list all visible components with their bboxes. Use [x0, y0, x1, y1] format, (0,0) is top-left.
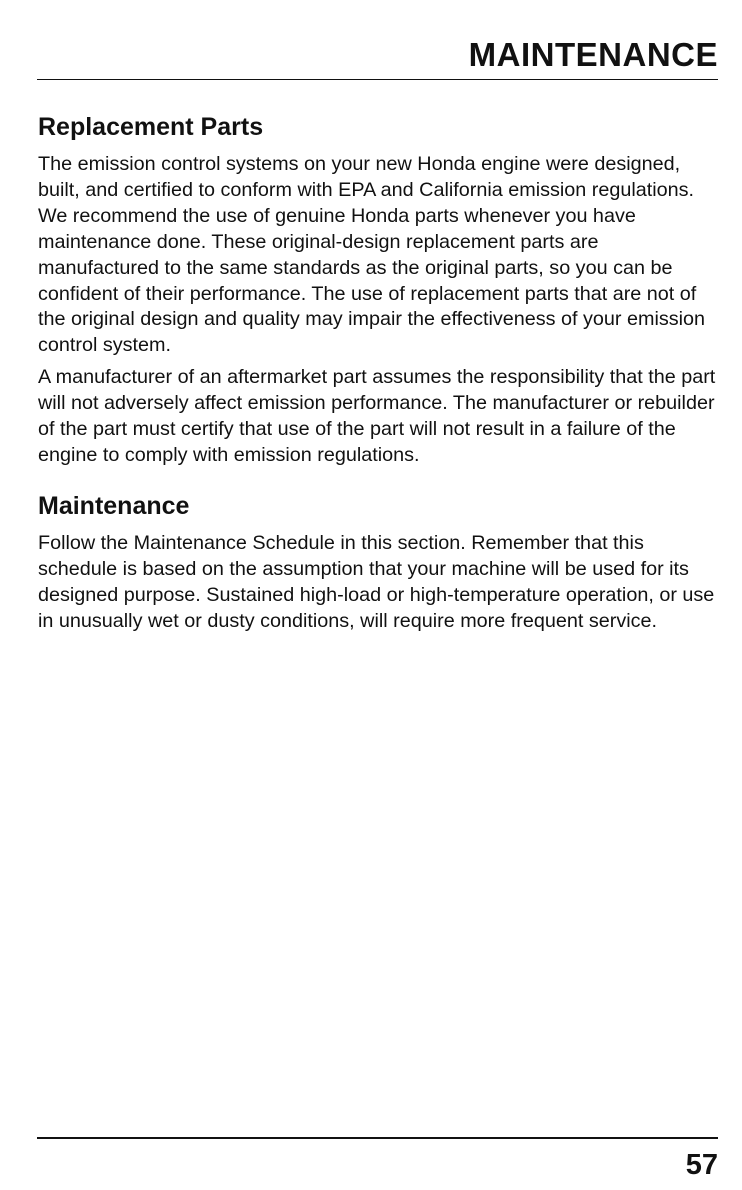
section-replacement-parts — [38, 110, 720, 469]
paragraph-replacement-parts-1: The emission control systems on your new Honda engine were designed, built, and certified to conform with EPA and California emission regulations. We recommend the use of genuine Honda parts whenever you have maintenance done. These original-design replacement parts are manufactured to the same standards as the original parts, so you can be confident of their performance. The use of replacement parts that are not of the original design and quality may impair the effectiveness of your emission control system. — [38, 153, 706, 357]
paragraph-replacement-parts-2: A manufacturer of an aftermarket part assumes the responsibility that the part will not adversely affect emission performance. The manufacturer or rebuilder of the part must certify that use of the part will not result in a failure of the engine to comply with emission regulations. — [38, 366, 716, 466]
paragraph-maintenance-1: Follow the Maintenance Schedule in this section. Remember that this schedule is based on the assumption that your machine will be used for its designed purpose. Sustained high-load or high-temperature operation, or use in unusually wet or dusty conditions, will require more frequent service. — [38, 531, 715, 632]
section-heading-maintenance: Maintenance — [38, 491, 190, 520]
page-header-title: MAINTENANCE — [468, 36, 718, 73]
section-maintenance — [38, 489, 720, 635]
page-content — [38, 110, 720, 641]
footer-divider — [37, 1137, 718, 1139]
page-number: 57 — [685, 1149, 718, 1181]
header-divider — [37, 79, 718, 80]
section-heading-replacement-parts: Replacement Parts — [38, 113, 264, 141]
